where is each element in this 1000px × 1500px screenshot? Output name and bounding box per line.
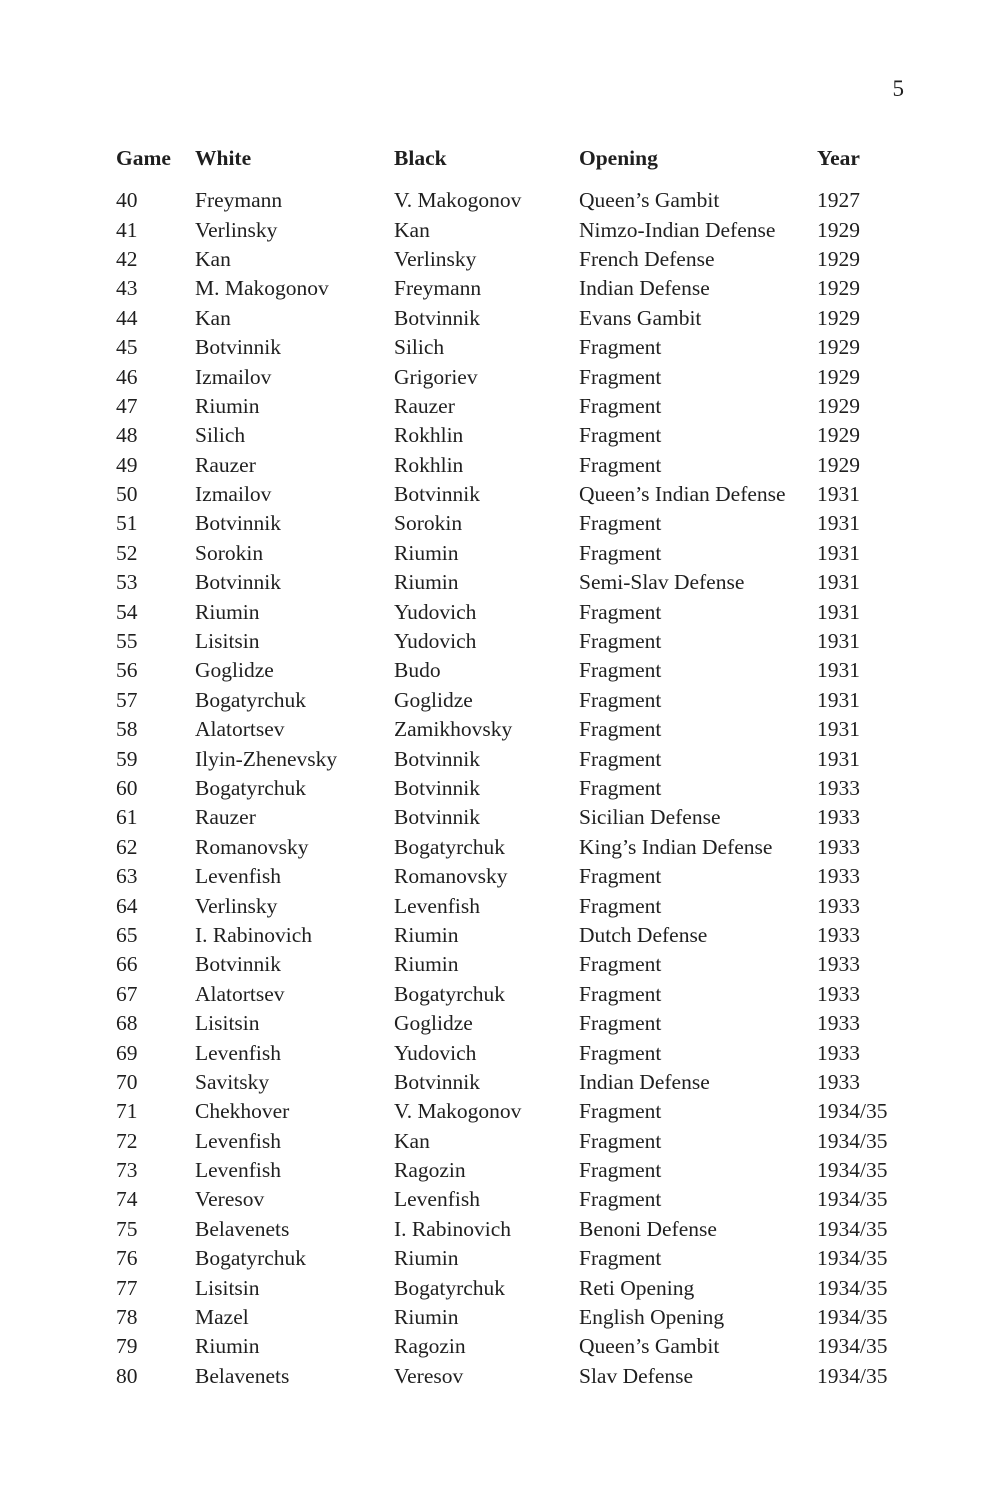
cell-year: 1934/35 [817,1246,888,1271]
cell-white: Romanovsky [195,834,309,859]
cell-game: 42 [116,246,138,271]
cell-game: 76 [116,1246,138,1271]
cell-year: 1934/35 [817,1128,888,1153]
cell-opening: Fragment [579,981,662,1006]
cell-game: 80 [116,1363,138,1388]
cell-game: 59 [116,746,138,771]
table-row [116,656,916,685]
cell-black: Bogatyrchuk [394,1275,506,1300]
cell-game: 65 [116,922,138,947]
cell-game: 50 [116,482,138,507]
cell-opening: Fragment [579,452,662,477]
table-body [116,186,916,1391]
table-header-row [116,140,916,186]
cell-opening: Fragment [579,952,662,977]
games-table [116,140,916,1391]
cell-black: Bogatyrchuk [394,834,506,859]
header-black: Black [394,145,447,170]
table-row [116,392,916,421]
cell-opening: Indian Defense [579,276,710,301]
cell-white: Levenfish [195,864,281,889]
cell-black: Grigoriev [394,364,478,389]
table-row [116,1097,916,1126]
cell-year: 1934/35 [817,1099,888,1124]
cell-year: 1931 [817,746,860,771]
cell-black: V. Makogonov [394,188,522,213]
table-row [116,686,916,715]
cell-year: 1933 [817,1040,860,1065]
cell-game: 47 [116,393,138,418]
table-row [116,1215,916,1244]
table-row [116,803,916,832]
cell-black: Yudovich [394,1040,477,1065]
cell-black: Zamikhovsky [394,717,513,742]
cell-game: 64 [116,893,138,918]
page-number: 5 [892,76,904,101]
table-row [116,891,916,920]
cell-opening: Fragment [579,511,662,536]
cell-white: Botvinnik [195,570,282,595]
cell-opening: Reti Opening [579,1275,695,1300]
table-row [116,744,916,773]
cell-black: Riumin [394,1246,459,1271]
cell-black: Ragozin [394,1158,466,1183]
cell-black: Levenfish [394,1187,480,1212]
cell-opening: Queen’s Gambit [579,1334,720,1359]
cell-black: Botvinnik [394,1069,481,1094]
cell-year: 1929 [817,246,860,271]
table-row [116,186,916,215]
cell-black: Veresov [394,1363,464,1388]
cell-game: 62 [116,834,138,859]
cell-opening: Slav Defense [579,1363,694,1388]
cell-white: Verlinsky [195,893,278,918]
cell-game: 70 [116,1069,138,1094]
cell-game: 43 [116,276,138,301]
cell-opening: Fragment [579,1187,662,1212]
table-row [116,1127,916,1156]
cell-opening: Fragment [579,364,662,389]
cell-opening: Fragment [579,893,662,918]
cell-opening: Benoni Defense [579,1216,717,1241]
cell-opening: Queen’s Gambit [579,188,720,213]
cell-white: Riumin [195,599,260,624]
cell-white: Izmailov [195,482,272,507]
table-row [116,715,916,744]
table-row [116,1068,916,1097]
cell-game: 40 [116,188,138,213]
cell-year: 1931 [817,482,860,507]
cell-white: Belavenets [195,1216,290,1241]
cell-opening: Fragment [579,1246,662,1271]
cell-black: Botvinnik [394,482,481,507]
cell-year: 1934/35 [817,1334,888,1359]
cell-black: Botvinnik [394,805,481,830]
cell-white: Belavenets [195,1363,290,1388]
cell-white: Lisitsin [195,629,260,654]
cell-game: 72 [116,1128,138,1153]
cell-white: Chekhover [195,1099,290,1124]
cell-opening: French Defense [579,246,715,271]
table-row [116,1038,916,1067]
cell-opening: English Opening [579,1305,725,1330]
cell-black: V. Makogonov [394,1099,522,1124]
cell-white: Lisitsin [195,1275,260,1300]
cell-opening: Evans Gambit [579,305,702,330]
cell-opening: Fragment [579,1040,662,1065]
cell-opening: Fragment [579,1158,662,1183]
cell-game: 44 [116,305,138,330]
cell-white: Rauzer [195,452,256,477]
cell-white: Botvinnik [195,952,282,977]
cell-black: Romanovsky [394,864,508,889]
cell-opening: Fragment [579,687,662,712]
cell-black: Budo [394,658,441,683]
cell-year: 1934/35 [817,1216,888,1241]
cell-year: 1931 [817,717,860,742]
cell-black: Rauzer [394,393,455,418]
cell-black: Yudovich [394,629,477,654]
cell-game: 79 [116,1334,138,1359]
cell-white: Silich [195,423,246,448]
cell-opening: Sicilian Defense [579,805,721,830]
cell-year: 1931 [817,599,860,624]
cell-year: 1934/35 [817,1187,888,1212]
cell-year: 1933 [817,1011,860,1036]
table-row [116,627,916,656]
cell-white: Bogatyrchuk [195,687,307,712]
cell-year: 1933 [817,893,860,918]
cell-opening: Indian Defense [579,1069,710,1094]
cell-year: 1929 [817,305,860,330]
cell-white: Sorokin [195,540,264,565]
cell-white: Levenfish [195,1128,281,1153]
cell-game: 66 [116,952,138,977]
table-row [116,980,916,1009]
table-row [116,539,916,568]
cell-white: Goglidze [195,658,274,683]
cell-white: I. Rabinovich [195,922,313,947]
cell-game: 78 [116,1305,138,1330]
cell-opening: Fragment [579,776,662,800]
cell-game: 61 [116,805,138,830]
cell-opening: Nimzo-Indian Defense [579,217,776,242]
cell-black: Verlinsky [394,246,477,271]
cell-white: Izmailov [195,364,272,389]
cell-game: 73 [116,1158,138,1183]
cell-white: Riumin [195,393,260,418]
table-row [116,304,916,333]
cell-game: 41 [116,217,138,242]
cell-game: 52 [116,540,138,565]
cell-game: 77 [116,1275,138,1300]
cell-year: 1931 [817,629,860,654]
cell-black: Rokhlin [394,423,464,448]
cell-black: Bogatyrchuk [394,981,506,1006]
table-row [116,1156,916,1185]
cell-game: 51 [116,511,138,536]
cell-white: Verlinsky [195,217,278,242]
cell-year: 1933 [817,981,860,1006]
cell-year: 1934/35 [817,1158,888,1183]
cell-opening: Queen’s Indian Defense [579,482,786,507]
cell-white: Alatortsev [195,981,285,1006]
table-row [116,451,916,480]
cell-black: Silich [394,335,445,360]
table-row [116,215,916,244]
cell-opening: Fragment [579,1128,662,1153]
table-row [116,774,916,803]
cell-white: Mazel [195,1305,249,1330]
table-row [116,1185,916,1214]
table-row [116,833,916,862]
cell-year: 1933 [817,952,860,977]
cell-opening: Dutch Defense [579,922,708,947]
cell-opening: Fragment [579,864,662,889]
cell-year: 1934/35 [817,1305,888,1330]
cell-white: Rauzer [195,805,256,830]
cell-opening: Fragment [579,746,662,771]
cell-game: 67 [116,981,138,1006]
cell-opening: Fragment [579,393,662,418]
cell-white: Botvinnik [195,511,282,536]
cell-year: 1931 [817,658,860,683]
cell-black: Kan [394,217,430,242]
cell-game: 74 [116,1187,138,1212]
cell-game: 69 [116,1040,138,1065]
table-row [116,1362,916,1391]
cell-game: 55 [116,629,138,654]
cell-year: 1933 [817,1069,860,1094]
cell-opening: Fragment [579,540,662,565]
cell-year: 1931 [817,540,860,565]
cell-white: Ilyin-Zhenevsky [195,746,338,771]
cell-white: Lisitsin [195,1011,260,1036]
cell-black: Botvinnik [394,746,481,771]
cell-year: 1934/35 [817,1275,888,1300]
cell-opening: Fragment [579,423,662,448]
cell-black: Riumin [394,922,459,947]
table-row [116,1332,916,1361]
cell-white: Bogatyrchuk [195,776,307,800]
header-game: Game [116,145,171,170]
cell-opening: Semi-Slav Defense [579,570,745,595]
cell-white: Levenfish [195,1040,281,1065]
cell-game: 57 [116,687,138,712]
cell-black: Goglidze [394,687,473,712]
cell-game: 75 [116,1216,138,1241]
cell-white: Freymann [195,188,283,213]
cell-game: 48 [116,423,138,448]
cell-black: I. Rabinovich [394,1216,512,1241]
cell-white: Alatortsev [195,717,285,742]
cell-black: Goglidze [394,1011,473,1036]
cell-game: 45 [116,335,138,360]
cell-white: Riumin [195,1334,260,1359]
cell-game: 56 [116,658,138,683]
cell-game: 49 [116,452,138,477]
cell-game: 46 [116,364,138,389]
table-row [116,597,916,626]
cell-black: Botvinnik [394,305,481,330]
cell-game: 58 [116,717,138,742]
header-opening: Opening [579,145,658,170]
cell-year: 1933 [817,922,860,947]
cell-year: 1931 [817,511,860,536]
cell-black: Riumin [394,570,459,595]
cell-year: 1929 [817,217,860,242]
cell-black: Freymann [394,276,482,301]
cell-black: Levenfish [394,893,480,918]
cell-opening: Fragment [579,629,662,654]
cell-year: 1933 [817,864,860,889]
cell-year: 1929 [817,393,860,418]
table-row [116,480,916,509]
cell-opening: Fragment [579,1099,662,1124]
cell-game: 54 [116,599,138,624]
cell-opening: Fragment [579,717,662,742]
header-year: Year [817,145,860,170]
table-row [116,568,916,597]
cell-opening: King’s Indian Defense [579,834,773,859]
table-row [116,862,916,891]
table-row [116,1244,916,1273]
cell-white: Levenfish [195,1158,281,1183]
table-row [116,509,916,538]
cell-opening: Fragment [579,1011,662,1036]
cell-game: 63 [116,864,138,889]
cell-game: 68 [116,1011,138,1036]
cell-year: 1933 [817,834,860,859]
cell-year: 1933 [817,805,860,830]
cell-black: Yudovich [394,599,477,624]
cell-white: M. Makogonov [195,276,329,301]
cell-year: 1929 [817,335,860,360]
cell-opening: Fragment [579,335,662,360]
cell-white: Veresov [195,1187,265,1212]
table-row [116,921,916,950]
cell-black: Riumin [394,540,459,565]
table-row [116,1009,916,1038]
cell-game: 71 [116,1099,138,1124]
table-row [116,421,916,450]
cell-opening: Fragment [579,658,662,683]
table-row [116,950,916,979]
cell-black: Sorokin [394,511,463,536]
table-row [116,274,916,303]
cell-black: Riumin [394,952,459,977]
cell-year: 1929 [817,452,860,477]
cell-black: Botvinnik [394,776,481,800]
cell-year: 1929 [817,423,860,448]
table-row [116,362,916,391]
cell-black: Riumin [394,1305,459,1330]
cell-white: Savitsky [195,1069,270,1094]
cell-year: 1927 [817,188,860,213]
cell-year: 1934/35 [817,1363,888,1388]
table-row [116,1303,916,1332]
cell-year: 1931 [817,570,860,595]
cell-white: Kan [195,305,231,330]
cell-game: 53 [116,570,138,595]
cell-year: 1931 [817,687,860,712]
cell-year: 1929 [817,364,860,389]
table-row [116,1273,916,1302]
cell-black: Ragozin [394,1334,466,1359]
table-row [116,333,916,362]
cell-black: Rokhlin [394,452,464,477]
cell-year: 1933 [817,776,860,800]
cell-year: 1929 [817,276,860,301]
cell-white: Botvinnik [195,335,282,360]
cell-white: Kan [195,246,231,271]
cell-black: Kan [394,1128,430,1153]
header-white: White [195,145,252,170]
cell-opening: Fragment [579,599,662,624]
cell-white: Bogatyrchuk [195,1246,307,1271]
table-row [116,245,916,274]
cell-game: 60 [116,776,138,800]
